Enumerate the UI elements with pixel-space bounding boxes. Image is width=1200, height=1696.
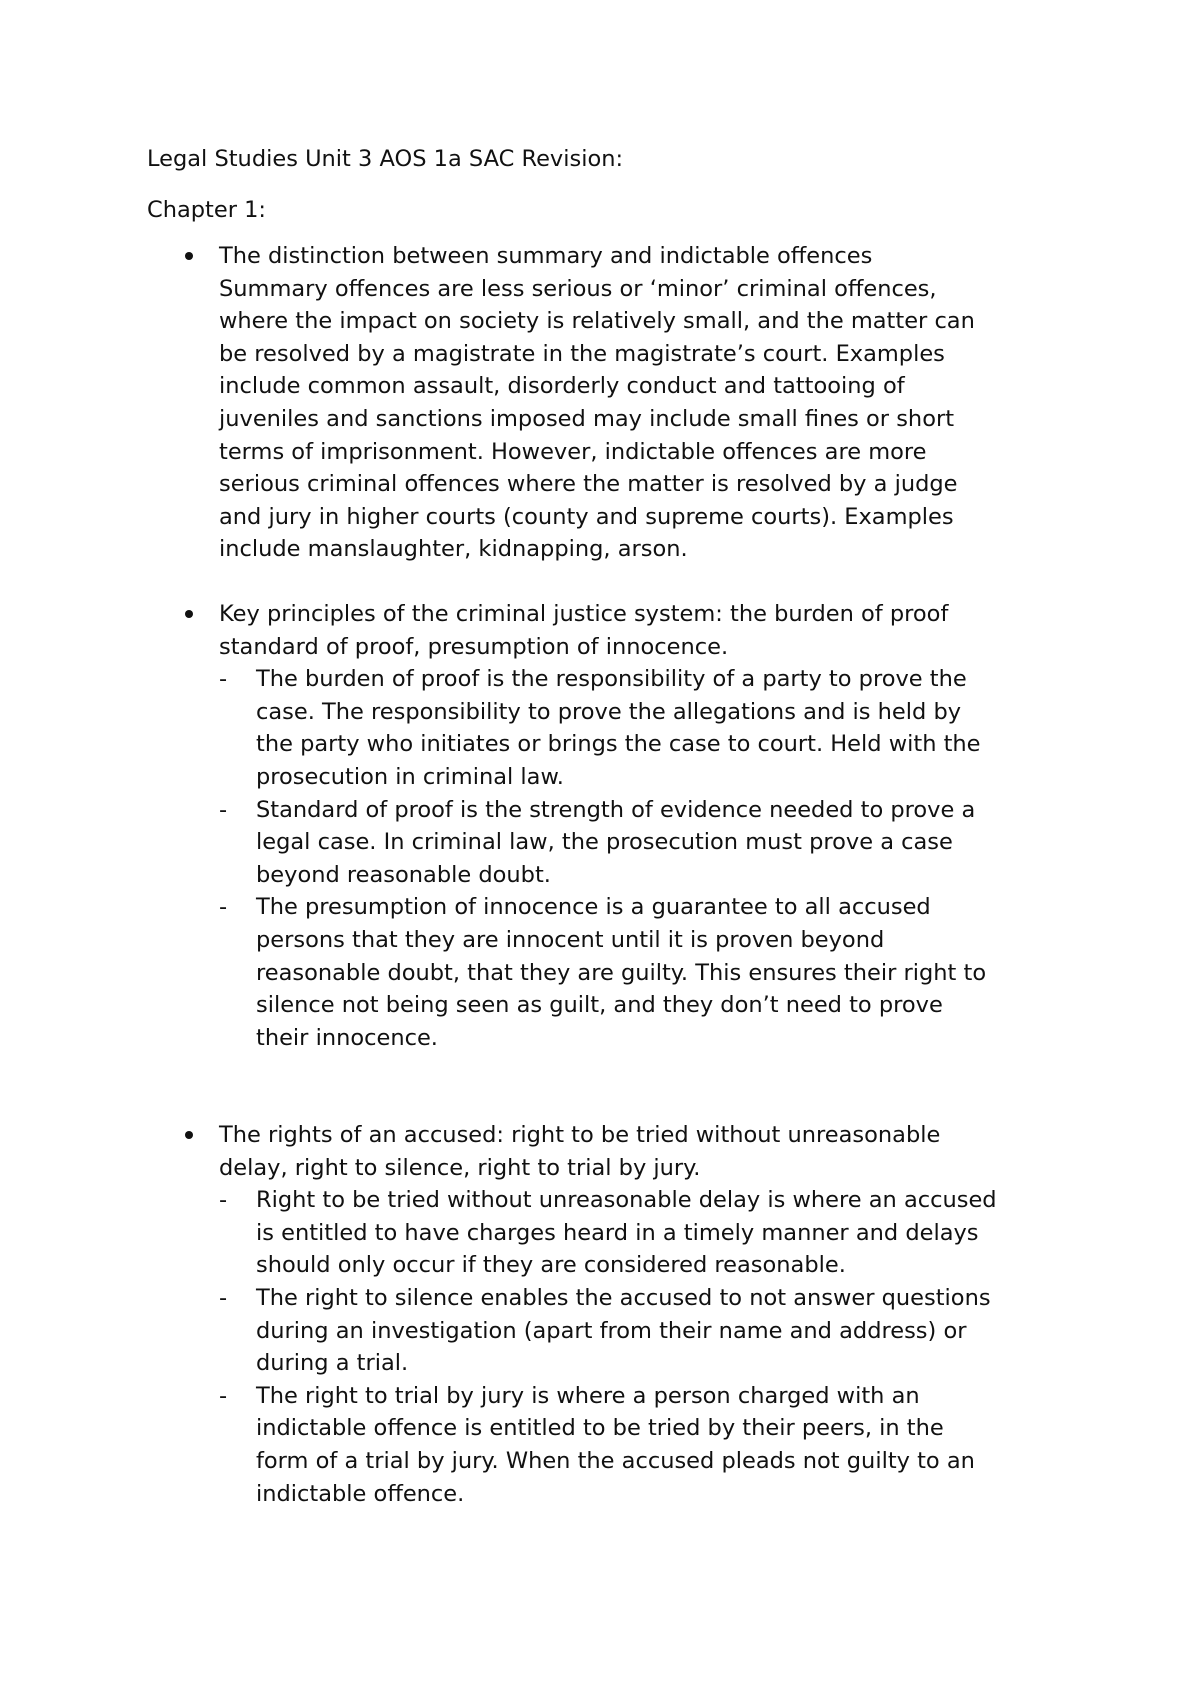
text-line: The right to trial by jury is where a person charged with an [256, 1382, 920, 1409]
text-line: include common assault, disorderly conduct and tattooing of [219, 373, 905, 400]
document-title: Legal Studies Unit 3 AOS 1a SAC Revision: [147, 146, 624, 172]
text-line: standard of proof, presumption of innocence. [219, 633, 729, 660]
text-line: prosecution in criminal law. [256, 763, 564, 790]
text-line: The burden of proof is the responsibility of a party to prove the [256, 666, 967, 693]
text-line: The right to silence enables the accused to not answer questions [256, 1284, 991, 1311]
sub-item-burden-of-proof [147, 663, 1077, 793]
bullet-dot-icon [185, 1131, 193, 1139]
text-line: indictable offence is entitled to be tried by their peers, in the [256, 1415, 944, 1442]
text-line: Summary offences are less serious or ‘minor’ criminal offences, [219, 275, 937, 302]
text-line: during a trial. [256, 1350, 409, 1377]
text-line: where the impact on society is relatively small, and the matter can [219, 308, 975, 335]
chapter-heading: Chapter 1: [147, 197, 267, 223]
bullet-section-rights-of-accused [147, 1119, 1077, 1510]
text-line: terms of imprisonment. However, indictable offences are more [219, 438, 927, 465]
sub-list [147, 663, 1077, 1054]
text-line: indictable offence. [256, 1480, 465, 1507]
bullet-item [147, 598, 1077, 663]
text-line: the party who initiates or brings the case to court. Held with the [256, 731, 981, 758]
sub-list [147, 1184, 1077, 1510]
text-line: should only occur if they are considered reasonable. [256, 1252, 846, 1279]
text-line: juveniles and sanctions imposed may include small fines or short [219, 405, 955, 432]
dash-marker: - [219, 894, 228, 921]
text-line: be resolved by a magistrate in the magistrate’s court. Examples [219, 340, 945, 367]
text-line: case. The responsibility to prove the allegations and is held by [256, 698, 962, 725]
text-line: their innocence. [256, 1024, 438, 1051]
text-line: Standard of proof is the strength of evidence needed to prove a [256, 796, 976, 823]
dash-marker: - [219, 666, 228, 693]
text-line: is entitled to have charges heard in a timely manner and delays [256, 1219, 979, 1246]
text-line: and jury in higher courts (county and supreme courts). Examples [219, 503, 954, 530]
text-line: The rights of an accused: right to be tried without unreasonable [219, 1122, 941, 1148]
text-line: include manslaughter, kidnapping, arson. [219, 536, 688, 563]
text-line: persons that they are innocent until it is proven beyond [256, 926, 885, 953]
bullet-dot-icon [185, 252, 193, 260]
text-line: form of a trial by jury. When the accused pleads not guilty to an [256, 1447, 975, 1474]
sub-item-right-to-silence [147, 1282, 1077, 1380]
bullet-item [147, 1119, 1077, 1184]
text-line: Key principles of the criminal justice system: the burden of proof [219, 601, 949, 627]
bullet-text [219, 1119, 1077, 1184]
text-line: silence not being seen as guilt, and they don’t need to prove [256, 992, 943, 1019]
bullet-dot-icon [185, 610, 193, 618]
text-line: Right to be tried without unreasonable delay is where an accused [256, 1187, 997, 1214]
dash-marker: - [219, 1382, 228, 1409]
sub-item-presumption-of-innocence [147, 891, 1077, 1054]
bullet-section-offences [147, 240, 1077, 566]
text-line: serious criminal offences where the matter is resolved by a judge [219, 471, 958, 498]
bullet-text [219, 598, 1077, 663]
bullet-text [219, 240, 1077, 566]
sub-item-trial-by-jury [147, 1380, 1077, 1510]
text-line: reasonable doubt, that they are guilty. This ensures their right to [256, 959, 987, 986]
bullet-section-key-principles [147, 598, 1077, 1054]
dash-marker: - [219, 796, 228, 823]
dash-marker: - [219, 1187, 228, 1214]
bullet-item [147, 240, 1077, 566]
dash-marker: - [219, 1284, 228, 1311]
sub-item-unreasonable-delay [147, 1184, 1077, 1282]
text-line: legal case. In criminal law, the prosecution must prove a case [256, 829, 953, 856]
text-line: The presumption of innocence is a guarantee to all accused [256, 894, 931, 921]
text-line: during an investigation (apart from their name and address) or [256, 1317, 967, 1344]
text-line: The distinction between summary and indictable offences [219, 243, 873, 269]
text-line: delay, right to silence, right to trial by jury. [219, 1154, 701, 1181]
sub-item-standard-of-proof [147, 794, 1077, 892]
text-line: beyond reasonable doubt. [256, 861, 551, 888]
